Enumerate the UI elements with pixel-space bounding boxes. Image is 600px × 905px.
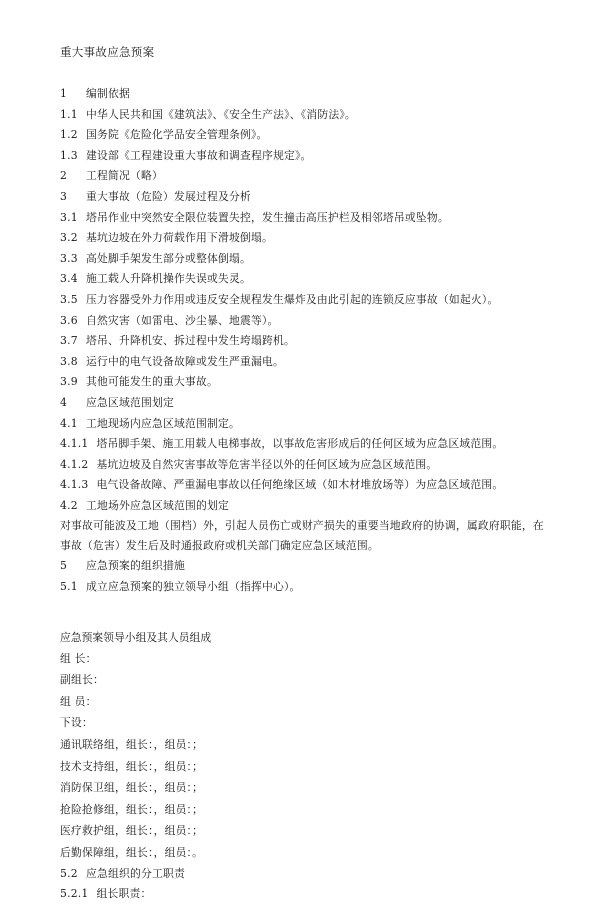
document-line (60, 393, 550, 414)
line-number: 3 (60, 189, 68, 203)
org-line: 抢险抢修组，组长：，组员：； (60, 802, 204, 816)
line-number: 4.1.3 (60, 478, 89, 492)
line-number: 5 (60, 559, 68, 573)
line-text: 应急组织的分工职责 (86, 866, 185, 880)
document-line (60, 311, 550, 332)
line-number: 1.1 (60, 107, 78, 121)
line-text: 高处脚手架发生部分或整体倒塌。 (86, 251, 251, 265)
line-text: 应急区域范围划定 (86, 395, 174, 409)
line-number: 4.1 (60, 416, 78, 430)
org-heading: 应急预案领导小组及其人员组成 (60, 630, 212, 644)
document-line (60, 290, 550, 311)
line-number: 5.1 (60, 580, 78, 594)
line-text: 基坑边坡在外力荷载作用下滑坡倒塌。 (86, 231, 273, 245)
document-line (60, 208, 550, 229)
document-title: 重大事故应急预案 (60, 45, 155, 59)
line-number: 3.7 (60, 334, 78, 348)
line-text: 工程简况（略） (86, 169, 163, 183)
line-number: 3.2 (60, 231, 78, 245)
document-line (60, 249, 550, 270)
line-number: 3.9 (60, 375, 78, 389)
line-text: 运行中的电气设备故障或发生严重漏电。 (86, 354, 284, 368)
document-line (60, 331, 550, 352)
document-line (60, 884, 550, 905)
org-line: 组 员： (60, 694, 97, 708)
document-line (60, 475, 550, 496)
line-text: 电气设备故障、严重漏电事故以任何绝缘区域（如木材堆放场等）为应急区域范围。 (96, 478, 504, 492)
line-text: 工地场外应急区域范围的划定 (86, 498, 229, 512)
line-number: 1.3 (60, 148, 78, 162)
org-line: 通讯联络组，组长：，组员：； (60, 738, 204, 752)
org-line: 后勤保障组，组长：，组员：。 (60, 846, 204, 859)
line-text: 施工载人升降机操作失误或失灵。 (86, 272, 251, 286)
document-line (60, 496, 550, 517)
line-number: 3.6 (60, 313, 78, 327)
line-number: 4.1.1 (60, 437, 89, 451)
document-line (60, 434, 550, 455)
line-text: 成立应急预案的独立领导小组（指挥中心）。 (86, 580, 301, 594)
line-text: 基坑边坡及自然灾害事故等危害半径以外的任何区域为应急区域范围。 (96, 457, 438, 471)
document-line (60, 556, 550, 577)
document-line (60, 84, 550, 105)
document-line (60, 166, 550, 187)
document-line (60, 105, 550, 126)
line-text: 组长职责： (96, 887, 152, 901)
org-line: 副组长： (60, 673, 104, 687)
document-line (60, 577, 550, 598)
line-number: 3.5 (60, 292, 78, 306)
line-text: 国务院《危险化学品安全管理条例》。 (86, 128, 268, 142)
line-number: 1 (60, 87, 68, 100)
org-line: 消防保卫组，组长：，组员：； (60, 781, 204, 795)
document-line (60, 125, 550, 146)
org-line: 医疗救护组，组长：，组员：； (60, 824, 204, 838)
line-text: 其他可能发生的重大事故。 (86, 375, 218, 389)
document-line (60, 228, 550, 249)
line-number: 2 (60, 169, 68, 183)
line-number: 4 (60, 395, 68, 409)
document-line (60, 372, 550, 393)
document-line (60, 269, 550, 290)
line-number: 3.3 (60, 251, 78, 265)
line-number: 3.4 (60, 272, 78, 286)
line-text: 重大事故（危险）发展过程及分析 (86, 189, 251, 203)
document-line (60, 146, 550, 167)
line-text: 编制依据 (86, 87, 130, 100)
document-body (60, 84, 550, 905)
paragraph-4-2: 对事故可能波及工地（围档）外，引起人员伤亡或财产损失的重要当地政府的协调，属政府职能，在事故（危害）发生后及时通报政府或机关部门确定应急区域范围。 (60, 519, 544, 553)
line-text: 压力容器受外力作用或违反安全规程发生爆炸及由此引起的连锁反应事故（如起火）。 (86, 292, 499, 306)
line-text: 建设部《工程建设重大事故和调查程序规定》。 (86, 148, 312, 162)
document-line (60, 352, 550, 373)
line-text: 工地现场内应急区域范围制定。 (86, 416, 240, 430)
org-line: 组 长： (60, 651, 97, 665)
document-line (60, 455, 550, 476)
line-number: 5.2 (60, 866, 78, 880)
document-line (60, 187, 550, 208)
line-text: 自然灾害（如雷电、沙尘暴、地震等）。 (86, 313, 279, 327)
line-text: 中华人民共和国《建筑法》、《安全生产法》、《消防法》。 (86, 107, 356, 121)
line-text: 塔吊、升降机安、拆过程中发生垮塌跨机。 (86, 334, 295, 348)
line-number: 3.1 (60, 210, 78, 224)
line-number: 1.2 (60, 128, 78, 142)
line-number: 4.1.2 (60, 457, 89, 471)
org-line: 下设： (60, 716, 93, 730)
line-number: 5.2.1 (60, 887, 89, 901)
org-line: 技术支持组，组长：，组员：； (60, 759, 204, 773)
line-number: 4.2 (60, 498, 78, 512)
line-text: 应急预案的组织措施 (86, 559, 185, 573)
line-text: 塔吊脚手架、施工用载人电梯事故，以事故危害形成后的任何区域为应急区域范围。 (96, 437, 504, 451)
line-text: 塔吊作业中突然安全限位装置失控，发生撞击高压护栏及相邻塔吊或坠物。 (86, 210, 449, 224)
document-line (60, 864, 550, 885)
line-number: 3.8 (60, 354, 78, 368)
document-line (60, 414, 550, 435)
